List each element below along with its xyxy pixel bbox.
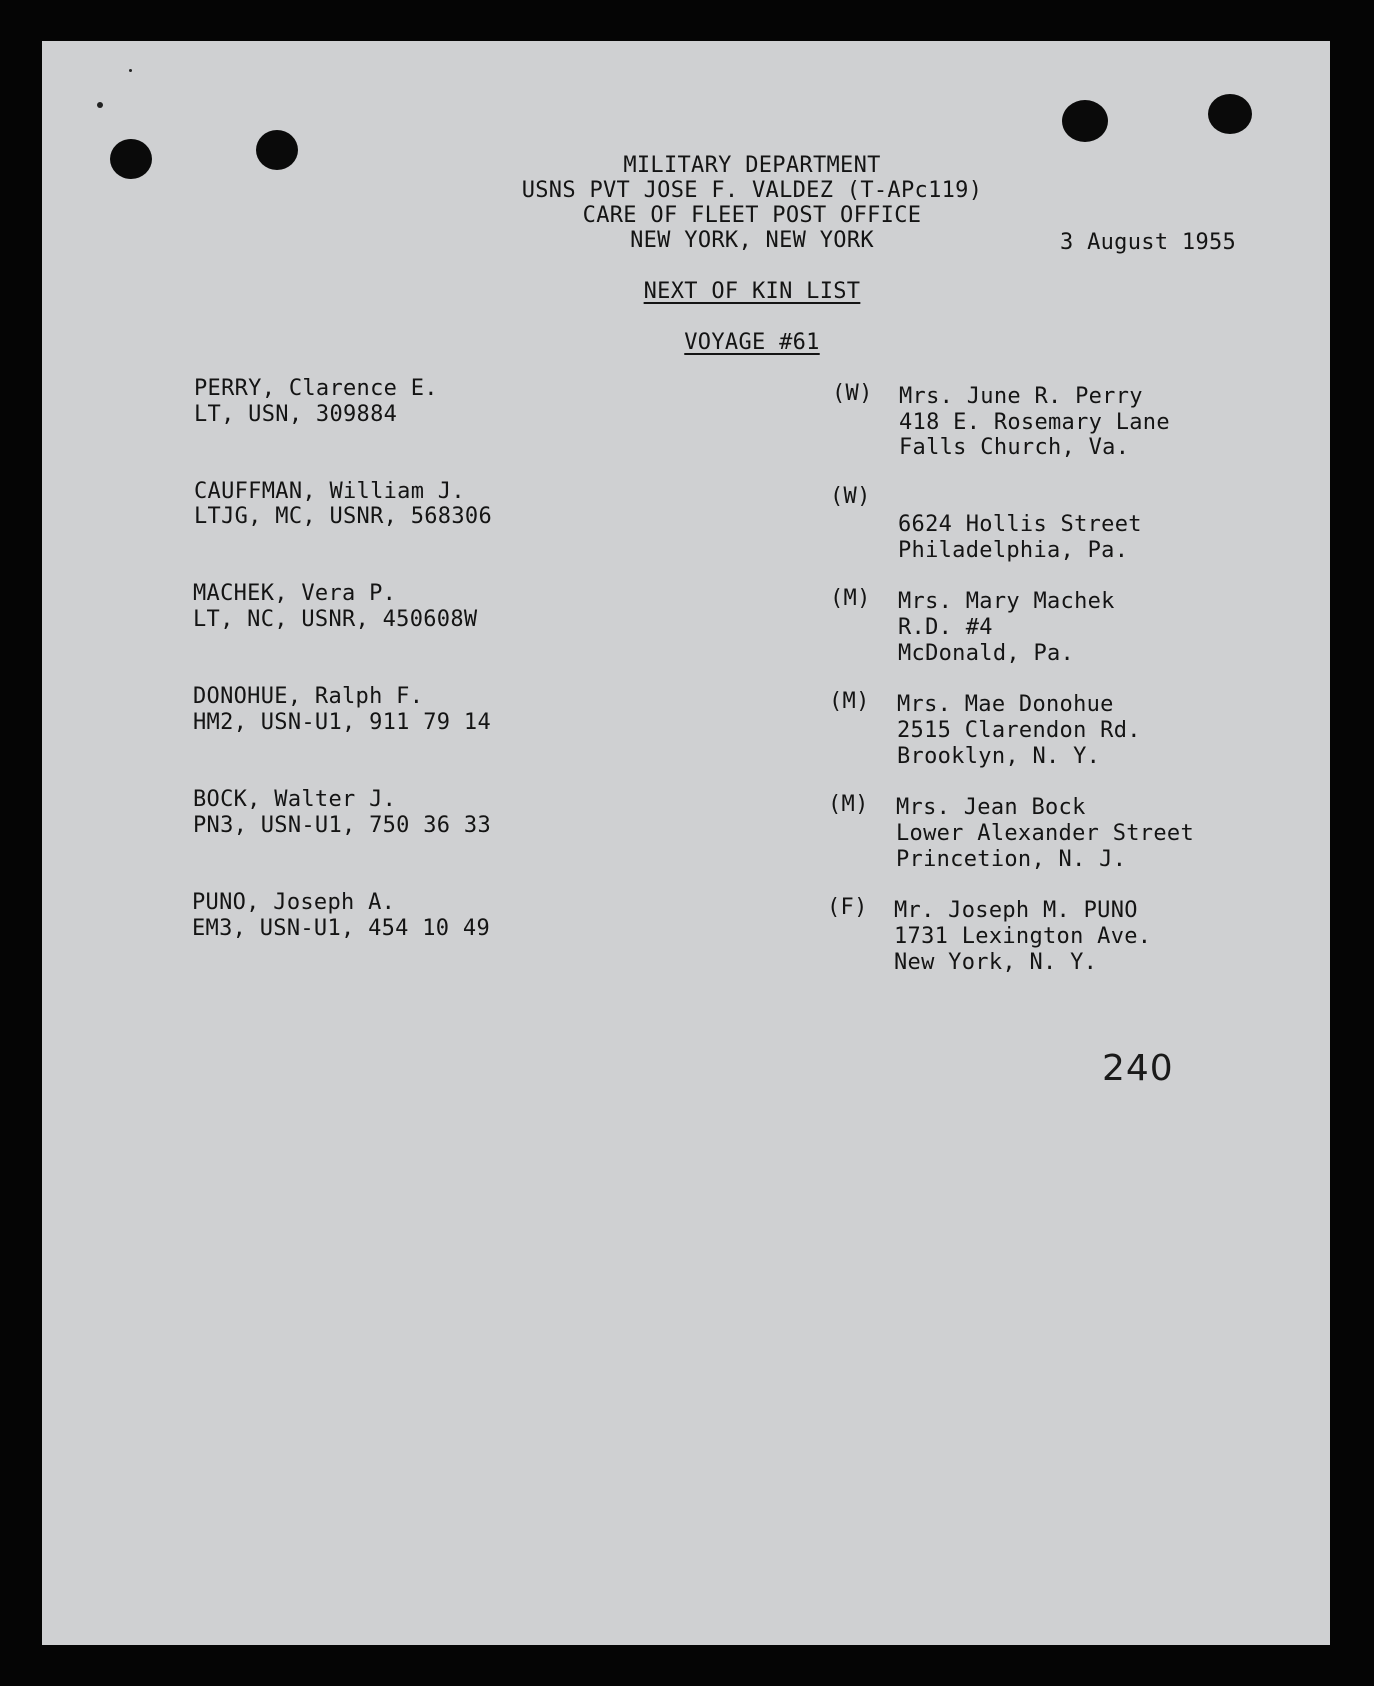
- kin-relation: (M): [830, 586, 871, 611]
- kin-relation: (F): [827, 895, 868, 920]
- person-rank: LT, NC, USNR, 450608W: [193, 607, 478, 632]
- kin-address-line-1: 418 E. Rosemary Lane: [899, 410, 1170, 435]
- kin-relation: (M): [828, 792, 869, 817]
- person-rank: PN3, USN-U1, 750 36 33: [193, 813, 491, 838]
- specks: [129, 69, 132, 72]
- person-rank: HM2, USN-U1, 911 79 14: [193, 710, 491, 735]
- person-name: BOCK, Walter J.: [193, 787, 397, 812]
- kin-name: Mrs. Mae Donohue: [897, 692, 1114, 717]
- header-line-2: USNS PVT JOSE F. VALDEZ (T-APc119): [521, 178, 983, 203]
- specks: [97, 102, 103, 108]
- kin-address-line-1: 1731 Lexington Ave.: [894, 924, 1152, 949]
- person-rank: EM3, USN-U1, 454 10 49: [192, 916, 490, 941]
- kin-name: Mrs. Jean Bock: [896, 795, 1086, 820]
- header-line-1: MILITARY DEPARTMENT: [623, 153, 881, 178]
- person-name: MACHEK, Vera P.: [193, 581, 397, 606]
- kin-address-line-2: Brooklyn, N. Y.: [897, 744, 1101, 769]
- kin-name: Mrs. June R. Perry: [899, 384, 1143, 409]
- kin-address-line-1: Lower Alexander Street: [896, 821, 1194, 846]
- kin-name: Mrs. Mary Machek: [898, 589, 1115, 614]
- list-title: NEXT OF KIN LIST: [643, 279, 861, 304]
- kin-address-line-2: Falls Church, Va.: [899, 435, 1130, 460]
- person-rank: LT, USN, 309884: [194, 402, 398, 427]
- page-number: 240: [1102, 1048, 1174, 1089]
- person-name: PUNO, Joseph A.: [192, 890, 396, 915]
- punch-hole-right-2: [1208, 94, 1252, 134]
- document-page: [42, 41, 1330, 1645]
- person-rank: LTJG, MC, USNR, 568306: [194, 504, 492, 529]
- kin-address-line-2: Philadelphia, Pa.: [898, 538, 1129, 563]
- kin-relation: (W): [832, 381, 873, 406]
- kin-address-line-2: McDonald, Pa.: [898, 641, 1075, 666]
- person-name: PERRY, Clarence E.: [194, 376, 438, 401]
- voyage-number: VOYAGE #61: [684, 330, 820, 355]
- header-line-3: CARE OF FLEET POST OFFICE: [582, 203, 922, 228]
- kin-address-line-1: 2515 Clarendon Rd.: [897, 718, 1141, 743]
- person-name: CAUFFMAN, William J.: [194, 479, 465, 504]
- kin-address-line-2: New York, N. Y.: [894, 950, 1098, 975]
- kin-name: Mr. Joseph M. PUNO: [894, 898, 1138, 923]
- kin-relation: (W): [830, 484, 871, 509]
- header-line-4: NEW YORK, NEW YORK: [630, 228, 874, 253]
- kin-address-line-1: 6624 Hollis Street: [898, 512, 1142, 537]
- kin-address-line-1: R.D. #4: [898, 615, 993, 640]
- kin-address-line-2: Princetion, N. J.: [896, 847, 1127, 872]
- person-name: DONOHUE, Ralph F.: [193, 684, 424, 709]
- document-date: 3 August 1955: [1060, 230, 1237, 255]
- kin-relation: (M): [829, 689, 870, 714]
- punch-hole-right-1: [1062, 100, 1108, 142]
